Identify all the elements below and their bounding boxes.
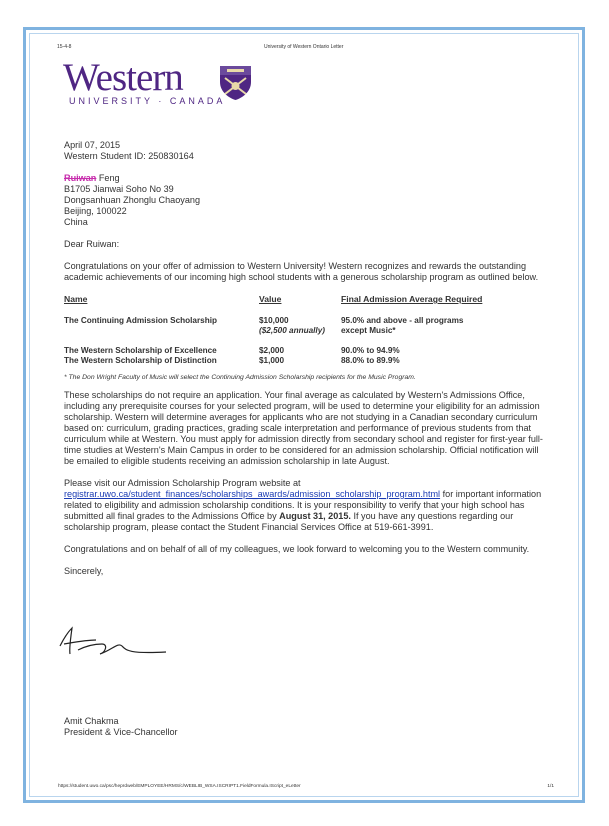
- signature-block: [64, 716, 550, 738]
- western-logo: [63, 58, 225, 106]
- scholarship-value: $10,000: [259, 316, 289, 325]
- table-row: [64, 315, 550, 325]
- student-id: Western Student ID: 250830164: [64, 151, 194, 161]
- music-note: * The Don Wright Faculty of Music will select the Continuing Admission Scholarship recipients for the Music Program.: [64, 374, 416, 381]
- scholarship-value: $1,000: [259, 356, 285, 365]
- scholarship-program-link[interactable]: registrar.uwo.ca/student_finances/scholarships_awards/admission_scholarship_program.html: [64, 489, 441, 499]
- address-line: China: [64, 217, 88, 227]
- footer-url: https://student.uwo.ca/psc/heprdweb/EMPLOYEE/HRMS/c/WEBLIB_WSA.ISCRIPT1.FieldFormula.IScript_eLetter: [58, 784, 301, 789]
- letter-body: [64, 140, 550, 577]
- intro-paragraph: Congratulations on your offer of admission to Western University! Western recognizes and rewards the outstanding academic achievements of our incoming high school students with a generous scholarship program as outlined below.: [64, 261, 539, 282]
- salutation: Dear Ruiwan:: [64, 239, 120, 249]
- website-details: for important information related to eligibility and admission scholarship conditions. It is your responsibility to verify that your high school has submitted all final grades to the Admissions Office by: [64, 489, 542, 521]
- print-date: 15-4-8: [57, 44, 72, 50]
- table-row: [64, 355, 550, 365]
- col-header-name: Name: [64, 294, 88, 304]
- website-paragraph: [64, 478, 550, 533]
- last-name: Feng: [96, 173, 120, 183]
- col-header-value: Value: [259, 294, 282, 304]
- table-row-continued: [64, 325, 550, 335]
- letter-page: [52, 40, 560, 790]
- address-line: Dongsanhuan Zhonglu Chaoyang: [64, 195, 201, 205]
- closing: Sincerely,: [64, 566, 104, 576]
- scholarship-requirement: 90.0% to 94.9%: [341, 346, 400, 355]
- scholarship-requirement: 88.0% to 89.9%: [341, 356, 400, 365]
- letter-date: April 07, 2015: [64, 140, 121, 150]
- scholarship-name: The Western Scholarship of Excellence: [64, 346, 217, 355]
- redacted-first-name: Ruiwan: [64, 173, 97, 183]
- website-intro: Please visit our Admission Scholarship Program website at: [64, 478, 301, 488]
- address-line: B1705 Jianwai Soho No 39: [64, 184, 174, 194]
- print-footer: [58, 784, 560, 789]
- signer-name: Amit Chakma: [64, 716, 119, 726]
- logo-subtitle: UNIVERSITY · CANADA: [69, 96, 226, 106]
- deadline-date: August 31, 2015.: [279, 511, 351, 521]
- recipient-name: [64, 173, 550, 184]
- scholarship-value-annual: ($2,500 annually): [259, 326, 325, 335]
- signer-title: President & Vice-Chancellor: [64, 727, 178, 737]
- contact-info: If you have any questions regarding our scholarship program, please contact the Student Financial Services Office at 519-661-3991.: [64, 511, 514, 532]
- page-number: 1/1: [547, 784, 554, 789]
- scholarship-table: [64, 294, 550, 365]
- signature-icon: [56, 624, 176, 660]
- scholarship-value: $2,000: [259, 346, 285, 355]
- table-row: [64, 345, 550, 355]
- eligibility-paragraph: These scholarships do not require an application. Your final average as calculated by Western's Admissions Office, including any prerequisite courses for your selected program, will be used to determine your eligibility for an admission scholarship. Western will determine averages for applicants who are not studying in a Canadian secondary curriculum based on: curriculum, grading practices, grading scale interpretation and performance of previous students from that curriculum while at Western. You must apply for admission directly from secondary school and register for first-year full-time studies at Western's Main Campus in order to be considered for an admission scholarship. Official notification will be emailed to eligible students receiving an admission scholarship in late August.: [64, 390, 543, 466]
- scholarship-requirement-cont: except Music*: [341, 326, 396, 335]
- address-line: Beijing, 100022: [64, 206, 127, 216]
- scholarship-name: The Western Scholarship of Distinction: [64, 356, 217, 365]
- table-header: [64, 294, 550, 304]
- logo-wordmark: Western: [63, 56, 183, 99]
- scholarship-requirement: 95.0% and above - all programs: [341, 316, 464, 325]
- closing-paragraph: Congratulations and on behalf of all of my colleagues, we look forward to welcoming you to the Western community.: [64, 544, 530, 554]
- col-header-requirement: Final Admission Average Required: [341, 294, 483, 304]
- scholarship-name: The Continuing Admission Scholarship: [64, 316, 217, 325]
- crest-icon: [218, 64, 253, 101]
- print-title: University of Western Ontario Letter: [264, 44, 344, 50]
